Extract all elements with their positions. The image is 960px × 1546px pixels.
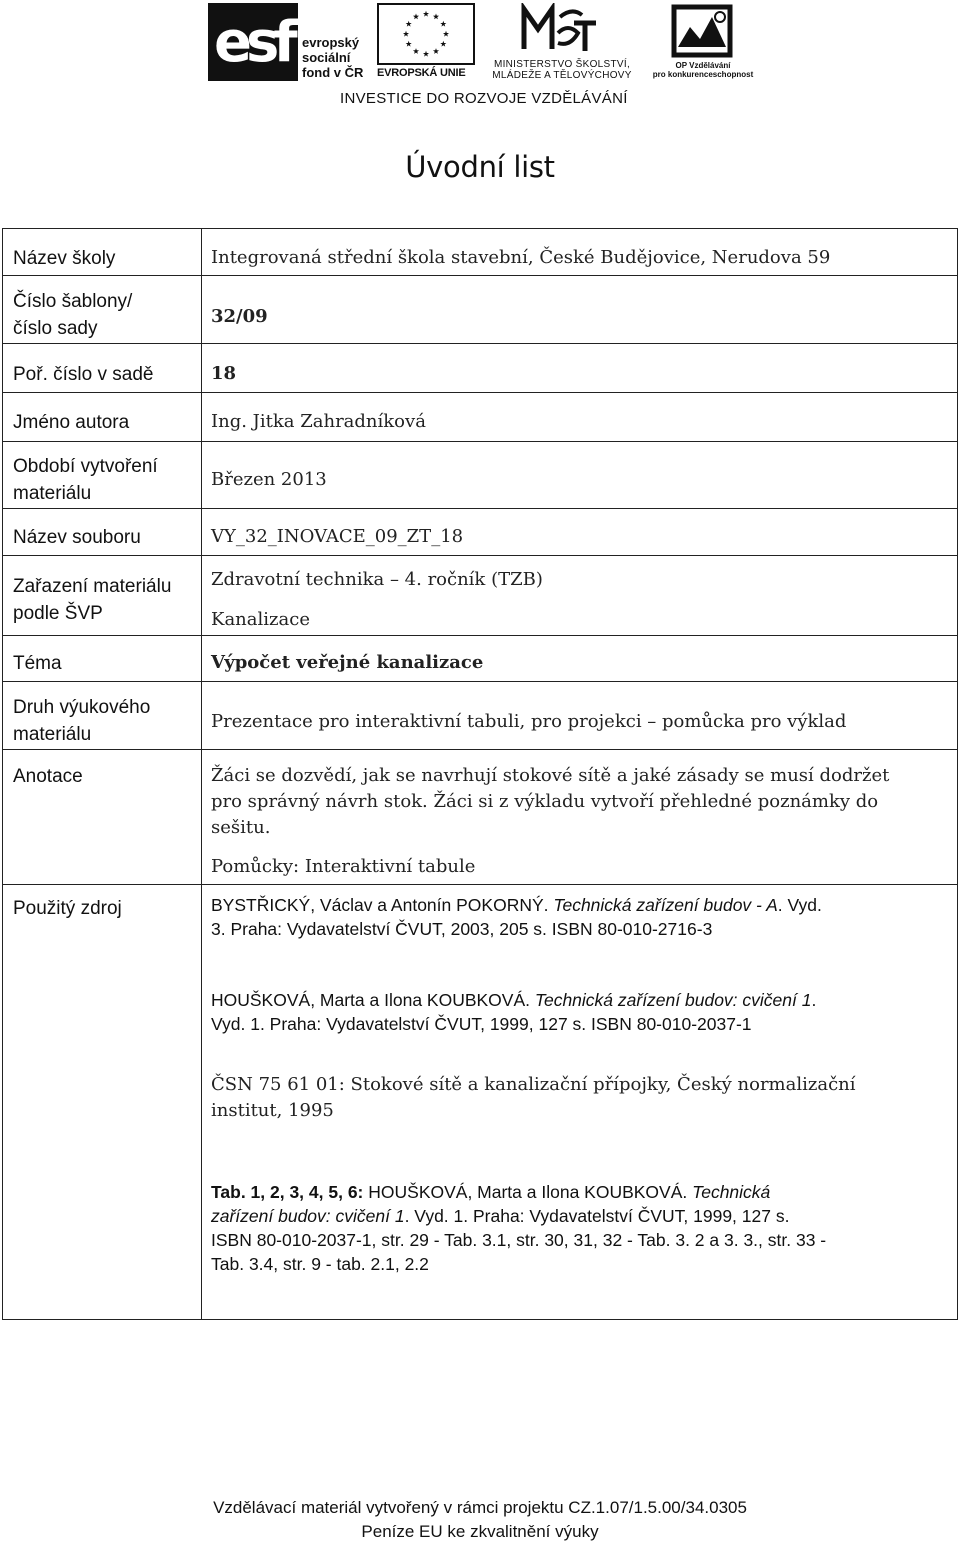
source-2: HOUŠKOVÁ, Marta a Ilona KOUBKOVÁ. Technická zařízení budov: cvičení 1. Vyd. 1. Praha: Vydavatelství ČVUT, 1999, 127 s. ISBN 80-010-2037-1 (211, 990, 817, 1034)
value-nazev-souboru: VY_32_INOVACE_09_ZT_18 (211, 526, 464, 547)
row-divider (3, 884, 957, 885)
value-zarazeni-predmet: Zdravotní technika – 4. ročník (TZB) (211, 569, 543, 590)
value-druh: Prezentace pro interaktivní tabuli, pro projekci – pomůcka pro výklad (211, 711, 847, 732)
eu-star-icon (423, 51, 429, 57)
value-tema: Výpočet veřejné kanalizace (211, 652, 484, 673)
esf-logo-mark: esf (208, 3, 298, 81)
value-anotace: Žáci se dozvědí, jak se navrhují stokové sítě a jaké zásady se musí dodržet pro správný návrh stok. Žáci si z výkladu vytvoří přehledné poznámky do sešitu. (211, 765, 890, 838)
eu-star-icon (433, 13, 439, 19)
eu-star-icon (443, 31, 449, 37)
footer-slogan: Peníze EU ke zkvalitnění výuky (361, 1522, 599, 1541)
investice-tagline: INVESTICE DO ROZVOJE VZDĚLÁVÁNÍ (340, 90, 628, 107)
footer-project: Vzdělávací materiál vytvořený v rámci projektu CZ.1.07/1.5.00/34.0305 (213, 1498, 747, 1517)
value-nazev-skoly: Integrovaná střední škola stavební, České Budějovice, Nerudova 59 (211, 247, 831, 268)
label-pouzity-zdroj: Použitý zdroj (13, 898, 122, 919)
msmt-logo (478, 3, 646, 81)
page-title: Úvodní list (405, 150, 555, 184)
header-logos (0, 0, 960, 115)
eu-label: EVROPSKÁ UNIE (377, 67, 466, 79)
row-divider (3, 635, 957, 636)
value-pomucky: Pomůcky: Interaktivní tabule (211, 856, 476, 877)
row-divider (3, 343, 957, 344)
label-tema: Téma (13, 653, 62, 674)
row-divider (3, 441, 957, 442)
value-cislo-sablony: 32/09 (211, 306, 268, 327)
eu-star-icon (403, 31, 409, 37)
eu-star-icon (433, 48, 439, 54)
label-obdobi: Období vytvoření materiálu (13, 456, 158, 504)
info-table (2, 228, 958, 1320)
op-logo (648, 3, 758, 81)
label-nazev-souboru: Název souboru (13, 527, 141, 548)
footer (0, 1496, 960, 1544)
row-divider (3, 749, 957, 750)
source-1: BYSTŘICKÝ, Václav a Antonín POKORNÝ. Technická zařízení budov - A. Vyd. 3. Praha: Vydavatelství ČVUT, 2003, 205 s. ISBN 80-010-2716-3 (211, 895, 822, 939)
eu-star-icon (440, 41, 446, 47)
value-jmeno-autora: Ing. Jitka Zahradníková (211, 411, 426, 432)
label-jmeno-autora: Jméno autora (13, 412, 130, 433)
row-divider (3, 681, 957, 682)
row-divider (3, 508, 957, 509)
eu-logo (377, 3, 475, 79)
label-cislo-sablony: Číslo šablony/ číslo sady (13, 291, 133, 339)
eu-flag-icon (377, 3, 475, 65)
source-3: ČSN 75 61 01: Stokové sítě a kanalizační přípojky, Český normalizační institut, 1995 (211, 1074, 856, 1121)
op-mark-icon (670, 3, 734, 59)
eu-star-icon (413, 48, 419, 54)
esf-logo (208, 3, 368, 81)
eu-star-icon (423, 11, 429, 17)
label-nazev-skoly: Název školy (13, 248, 116, 269)
eu-star-icon (406, 41, 412, 47)
row-divider (3, 555, 957, 556)
value-poradi: 18 (211, 363, 237, 384)
label-anotace: Anotace (13, 766, 83, 787)
eu-star-icon (440, 21, 446, 27)
msmt-text: MINISTERSTVO ŠKOLSTVÍ, MLÁDEŽE A TĚLOVÝCHOVY (492, 59, 632, 81)
esf-logo-text: evropský sociální fond v ČR (302, 35, 364, 80)
label-zarazeni: Zařazení materiálu podle ŠVP (13, 576, 172, 624)
label-poradi: Poř. číslo v sadě (13, 364, 154, 385)
eu-star-icon (406, 21, 412, 27)
row-divider (3, 392, 957, 393)
eu-star-icon (413, 13, 419, 19)
source-4: Tab. 1, 2, 3, 4, 5, 6: HOUŠKOVÁ, Marta a Ilona KOUBKOVÁ. Technická zařízení budov: cvičení 1. Vyd. 1. Praha: Vydavatelství ČVUT, 1999, 127 s. ISBN 80-010-2037-1, str. 29 - Tab. 3.1, str. 30, 31, 32 - Tab. 3. 2 a 3. 3., str. 33 - Tab. 3.4, str. 9 - tab. 2.1, 2.2 (211, 1182, 827, 1274)
op-text: OP Vzdělávání pro konkurenceschopnost (652, 61, 754, 79)
value-zarazeni-tema: Kanalizace (211, 609, 310, 630)
label-druh: Druh výukového materiálu (13, 697, 151, 745)
value-obdobi: Březen 2013 (211, 469, 327, 490)
row-divider (3, 275, 957, 276)
msmt-mark-icon (520, 3, 600, 53)
